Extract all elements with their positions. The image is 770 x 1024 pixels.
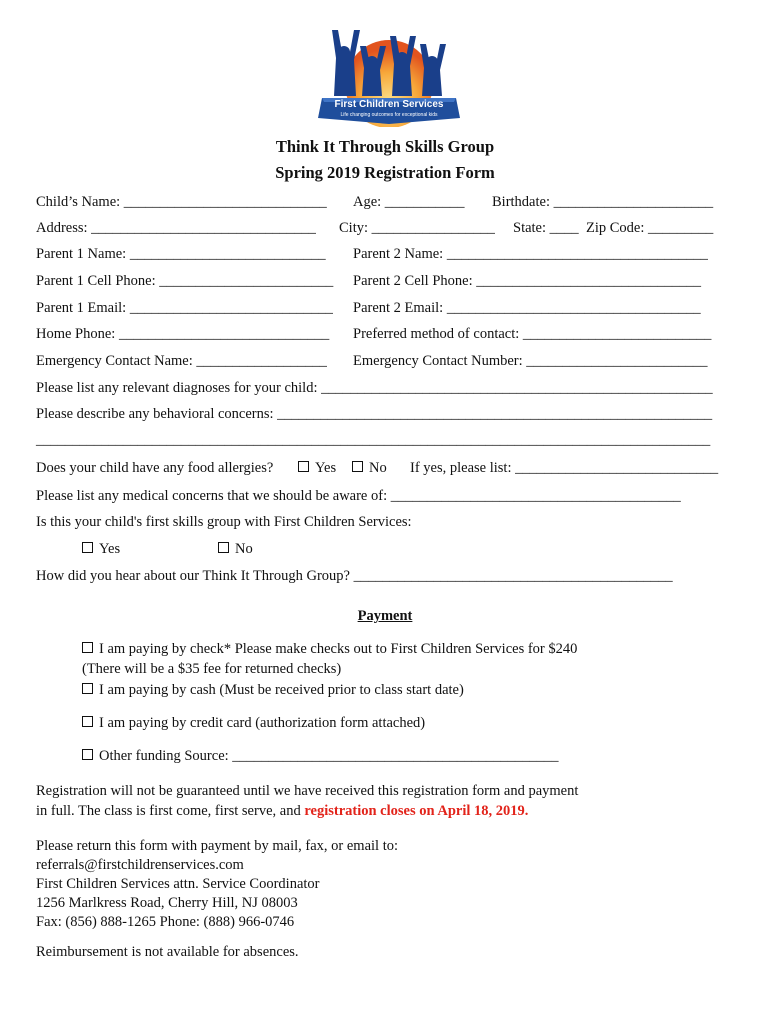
parent2-email-field[interactable]: Parent 2 Email: ___________________________________: [353, 300, 701, 316]
no-label: No: [235, 541, 253, 557]
pay-by-cash-label: I am paying by cash (Must be received prior to class start date): [99, 682, 464, 698]
city-field[interactable]: City: _________________: [339, 220, 495, 236]
registration-notice-line2: [36, 803, 528, 820]
pay-by-check-label: I am paying by check* Please make checks out to First Children Services for $240: [99, 641, 578, 657]
yes-label: Yes: [315, 460, 337, 476]
state-field[interactable]: State: ____: [513, 220, 579, 236]
checkbox-icon[interactable]: [218, 542, 229, 553]
return-attn: First Children Services attn. Service Coordinator: [36, 876, 320, 892]
pay-by-credit-option[interactable]: [82, 715, 425, 732]
logo-tagline: Life changing outcomes for exceptional kids: [340, 112, 438, 118]
pay-by-check-option[interactable]: [82, 641, 577, 658]
heard-about-field[interactable]: How did you hear about our Think It Through Group? ____________________________________________: [36, 568, 673, 584]
reimbursement-note: Reimbursement is not available for absences.: [36, 944, 299, 960]
form-subtitle: Spring 2019 Registration Form: [275, 163, 495, 182]
allergies-no-option[interactable]: [352, 460, 387, 477]
return-address: 1256 Marlkress Road, Cherry Hill, NJ 08003: [36, 895, 298, 911]
yes-label: Yes: [99, 541, 121, 557]
other-funding-label: Other funding Source: _____________________________________________: [99, 748, 559, 764]
return-instructions: [36, 837, 398, 932]
preferred-contact-field[interactable]: Preferred method of contact: __________________________: [353, 326, 712, 342]
allergies-yes-option[interactable]: [298, 460, 336, 477]
other-funding-option[interactable]: [82, 748, 559, 765]
payment-heading: Payment: [357, 608, 413, 624]
parent1-email-field[interactable]: Parent 1 Email: ____________________________: [36, 300, 333, 316]
first-group-question: Is this your child's first skills group with First Children Services:: [36, 514, 412, 530]
age-field[interactable]: Age: ___________: [353, 194, 465, 210]
checkbox-icon[interactable]: [298, 461, 309, 472]
parent1-name-field[interactable]: Parent 1 Name: ___________________________: [36, 246, 326, 262]
no-label: No: [369, 460, 387, 476]
checkbox-icon[interactable]: [82, 542, 93, 553]
return-intro: Please return this form with payment by mail, fax, or email to:: [36, 838, 399, 854]
emergency-contact-name-field[interactable]: Emergency Contact Name: __________________: [36, 353, 327, 369]
return-phones: Fax: (856) 888-1265 Phone: (888) 966-0746: [36, 914, 295, 930]
parent1-cell-field[interactable]: Parent 1 Cell Phone: ________________________: [36, 273, 334, 289]
first-group-yes-option[interactable]: [82, 541, 120, 558]
allergies-list-field[interactable]: If yes, please list: ____________________________: [410, 460, 719, 476]
logo-name: First Children Services: [334, 99, 444, 110]
parent2-cell-field[interactable]: Parent 2 Cell Phone: _______________________________: [353, 273, 701, 289]
zip-code-field[interactable]: Zip Code: _________: [586, 220, 714, 236]
returned-check-note: (There will be a $35 fee for returned checks): [82, 661, 342, 677]
checkbox-icon[interactable]: [82, 642, 93, 653]
checkbox-icon[interactable]: [82, 683, 93, 694]
child-name-field[interactable]: Child’s Name: ____________________________: [36, 194, 327, 210]
registration-deadline: registration closes on April 18, 2019.: [304, 803, 529, 819]
first-children-services-logo: [314, 22, 464, 132]
checkbox-icon[interactable]: [82, 716, 93, 727]
home-phone-field[interactable]: Home Phone: _____________________________: [36, 326, 330, 342]
form-title: Think It Through Skills Group: [275, 137, 495, 156]
registration-notice-line1: Registration will not be guaranteed until we have received this registration form and payment: [36, 783, 579, 799]
food-allergies-question: Does your child have any food allergies?: [36, 460, 274, 476]
referrals-email-link[interactable]: referrals@firstchildrenservices.com: [36, 857, 244, 873]
behavioral-concerns-continuation[interactable]: _____________________________________________________________________________________________: [36, 432, 711, 448]
parent2-name-field[interactable]: Parent 2 Name: ____________________________________: [353, 246, 708, 262]
diagnoses-field[interactable]: Please list any relevant diagnoses for your child: ______________________________________________________: [36, 380, 713, 396]
address-field[interactable]: Address: _______________________________: [36, 220, 316, 236]
pay-by-cash-option[interactable]: [82, 682, 464, 699]
emergency-contact-number-field[interactable]: Emergency Contact Number: _________________________: [353, 353, 708, 369]
birthdate-field[interactable]: Birthdate: ______________________: [492, 194, 714, 210]
pay-by-credit-label: I am paying by credit card (authorization form attached): [99, 715, 426, 731]
notice-prefix: in full. The class is first come, first serve, and: [36, 803, 301, 819]
checkbox-icon[interactable]: [352, 461, 363, 472]
first-group-no-option[interactable]: [218, 541, 253, 558]
checkbox-icon[interactable]: [82, 749, 93, 760]
medical-concerns-field[interactable]: Please list any medical concerns that we should be aware of: ________________________________________: [36, 488, 681, 504]
behavioral-concerns-field[interactable]: Please describe any behavioral concerns: ____________________________________________________________: [36, 406, 713, 422]
